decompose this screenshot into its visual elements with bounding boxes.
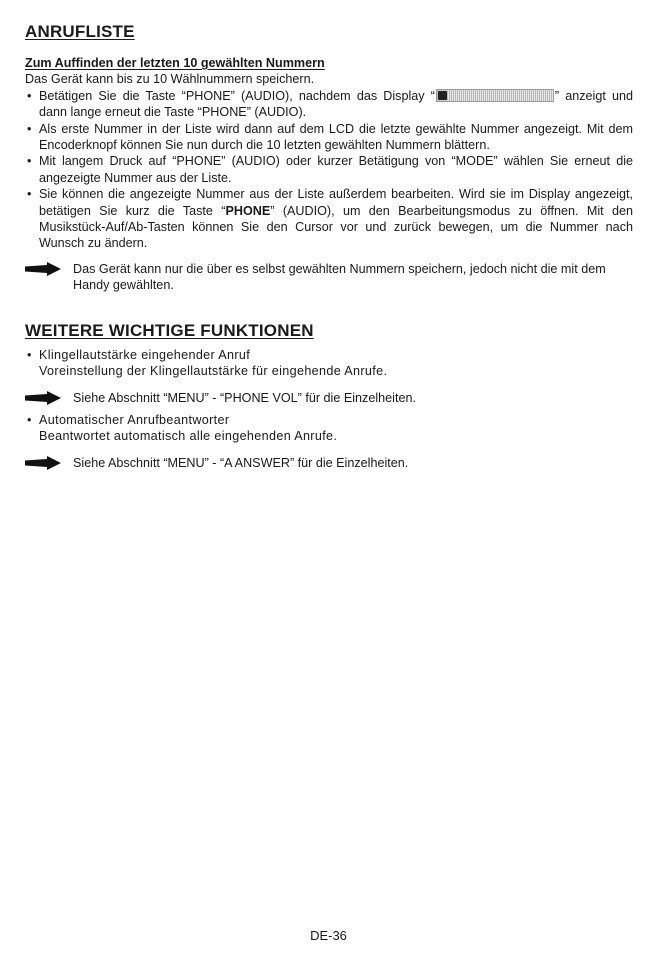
function-desc: Beantwortet automatisch alle eingehenden Anrufe.: [39, 429, 338, 444]
manual-page: [25, 22, 633, 471]
page-number: DE-36: [310, 928, 347, 943]
list-item: • Sie können die angezeigte Nummer aus der Liste außerdem bearbeiten. Wird sie im Display angezeigt, betätigen Sie kurz die Taste “PHONE” (AUDIO), um den Bearbeitungsmodus zu öffnen. Mit den Musikstück-Auf/Ab-Tasten können Sie den Cursor vor und zurück bewegen, um die Nummer nach Wunsch zu ändern.: [25, 186, 633, 252]
list-item: • Mit langem Druck auf “PHONE” (AUDIO) oder kurzer Betätigung von “MODE” wählen Sie erneut die angezeigte Nummer aus der Liste.: [25, 153, 633, 186]
subsection-title: Zum Auffinden der letzten 10 gewählten Nummern: [25, 56, 325, 70]
function-heading: Automatischer Anrufbeantworter: [39, 412, 230, 427]
lcd-display-icon: [436, 89, 554, 102]
section-title-funktionen: WEITERE WICHTIGE FUNKTIONEN: [25, 320, 314, 340]
instruction-list: [25, 88, 633, 252]
function-heading: Klingellautstärke eingehender Anruf: [39, 347, 251, 362]
note-block: [25, 261, 633, 294]
note-block: [25, 390, 633, 406]
note-text: Siehe Abschnitt “MENU” - “PHONE VOL” für die Einzelheiten.: [73, 390, 416, 405]
list-item: • Als erste Nummer in der Liste wird dann auf dem LCD die letzte gewählte Nummer angezeigt. Mit dem Encoderknopf können Sie nun durch die 10 letzten gewählten Nummern blättern.: [25, 121, 633, 154]
section-title-anrufliste: ANRUFLISTE: [25, 22, 135, 41]
note-text: Siehe Abschnitt “MENU” - “A ANSWER” für die Einzelheiten.: [73, 455, 409, 470]
arrow-right-icon: [25, 390, 73, 406]
intro-text: Das Gerät kann bis zu 10 Wählnummern speichern.: [25, 72, 315, 87]
arrow-right-icon: [25, 261, 73, 277]
function-list: [25, 347, 633, 380]
arrow-right-icon: [25, 455, 73, 471]
list-item: [25, 412, 633, 445]
list-item: [25, 347, 633, 380]
note-block: [25, 455, 633, 471]
function-desc: Voreinstellung der Klingellautstärke für eingehende Anrufe.: [39, 364, 388, 379]
note-text: Das Gerät kann nur die über es selbst gewählten Nummern speichern, jedoch nicht die mit dem Handy gewählten.: [73, 261, 606, 293]
function-list: [25, 412, 633, 445]
list-item: • Betätigen Sie die Taste “PHONE” (AUDIO), nachdem das Display “ ” anzeigt und dann lange erneut die Taste “PHONE” (AUDIO).: [25, 88, 633, 121]
